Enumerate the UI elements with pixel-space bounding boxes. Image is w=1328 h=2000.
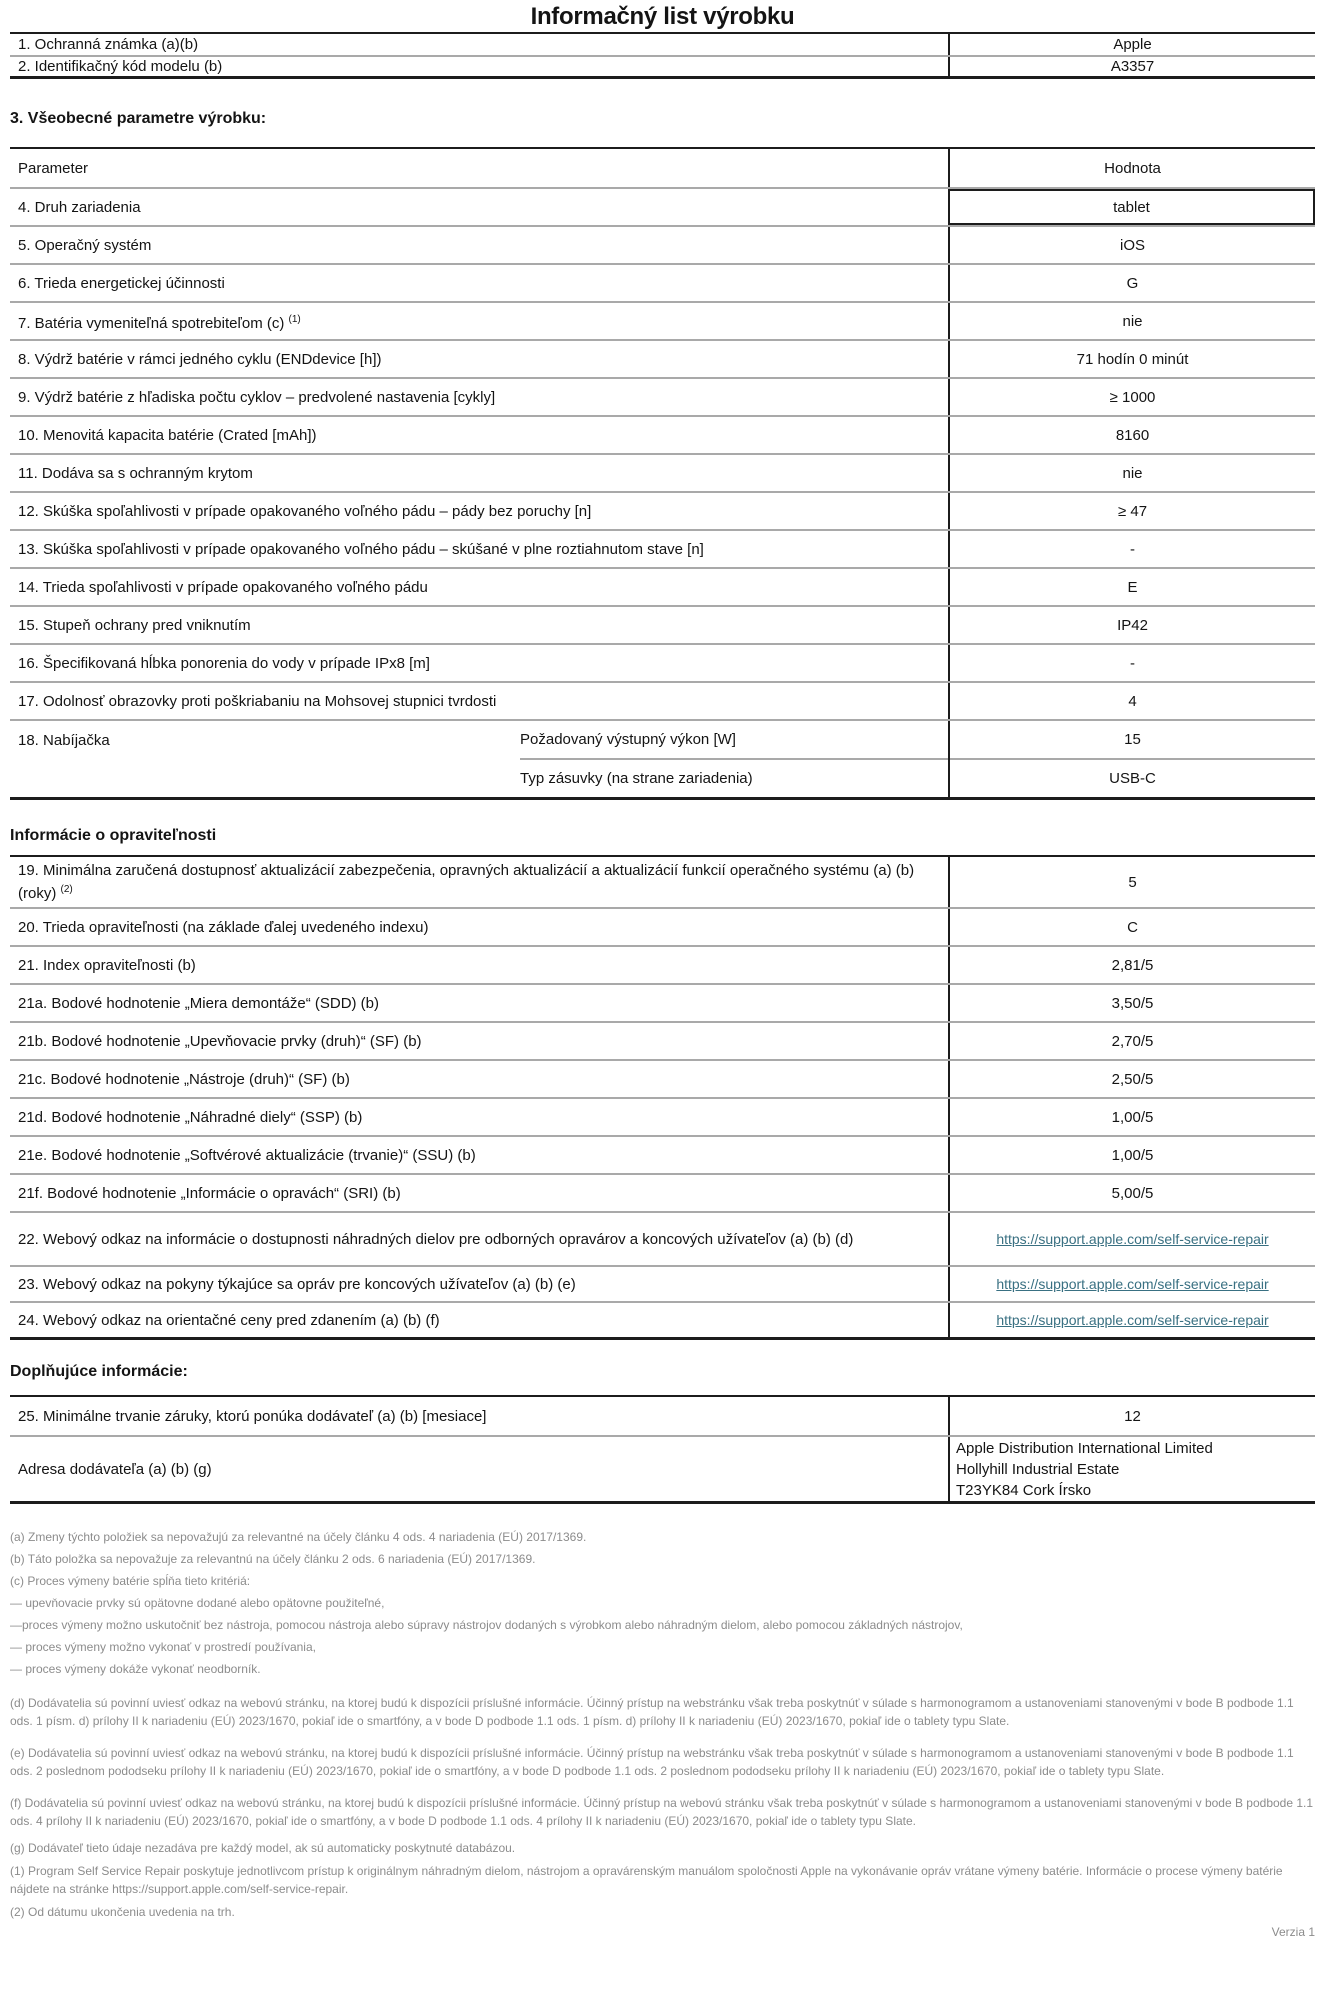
- row-link-spare-parts: [10, 1211, 1315, 1265]
- row-label: 19. Minimálna zaručená dostupnosť aktualizácií zabezpečenia, opravných aktualizácií a aktualizácií funkcií operačného systému (a) (b) (roky) $^{(2)}$: [18, 862, 915, 902]
- row-label: 2. Identifikačný kód modelu (b): [18, 58, 223, 75]
- spare-parts-availability-link[interactable]: https://support.apple.com/self-service-repair: [996, 1230, 1269, 1247]
- row-label: 10. Menovitá kapacita batérie (Crated [mAh]): [18, 426, 317, 444]
- row-link-repair-instructions: [10, 1265, 1315, 1301]
- row-label: 25. Minimálne trvanie záruky, ktorú ponúka dodávateľ (a) (b) [mesiace]: [18, 1407, 487, 1425]
- row-device-type: [10, 187, 1315, 225]
- row-battery-capacity: [10, 415, 1315, 453]
- row-value: nie: [948, 303, 1315, 339]
- row-value: nie: [948, 455, 1315, 491]
- row-score-sdd: [10, 983, 1315, 1021]
- row-value: 12: [948, 1397, 1315, 1435]
- charger-output-power-value: 15: [1124, 731, 1141, 748]
- row-label: 21a. Bodové hodnotenie „Miera demontáže“ (SDD) (b): [18, 994, 380, 1012]
- supplier-address-line: T23YK84 Cork Írsko: [956, 1481, 1092, 1499]
- row-label: 4. Druh zariadenia: [18, 198, 141, 216]
- row-label: 18. Nabíjačka: [18, 731, 110, 749]
- charger-socket-type-label: Typ zásuvky (na strane zariadenia): [520, 758, 948, 797]
- row-label: 15. Stupeň ochrany pred vniknutím: [18, 616, 251, 634]
- footnote-c-item: — proces výmeny možno vykonať v prostredí používania,: [10, 1640, 316, 1654]
- row-label: 24. Webový odkaz na orientačné ceny pred zdanením (a) (b) (f): [18, 1311, 440, 1329]
- row-label: 21f. Bodové hodnotenie „Informácie o opravách“ (SRI) (b): [18, 1184, 401, 1202]
- table-header-row: [10, 149, 1315, 187]
- row-free-fall-no-failure: [10, 491, 1315, 529]
- row-value: ≥ 47: [948, 493, 1315, 529]
- additional-info-table: [10, 1395, 1315, 1504]
- row-link-indicative-prices: [10, 1301, 1315, 1337]
- row-battery-endurance-cycle: [10, 339, 1315, 377]
- row-label: 16. Špecifikovaná hĺbka ponorenia do vody v prípade IPx8 [m]: [18, 654, 430, 672]
- supplier-address: [948, 1437, 1315, 1501]
- row-free-fall-class: [10, 567, 1315, 605]
- charger-output-power-label: Požadovaný výstupný výkon [W]: [520, 731, 736, 748]
- row-value: ≥ 1000: [948, 379, 1315, 415]
- row-score-sri: [10, 1173, 1315, 1211]
- column-header-value: Hodnota: [948, 149, 1315, 187]
- supplier-address-line: Hollyhill Industrial Estate: [956, 1460, 1120, 1478]
- repairability-table: [10, 855, 1315, 1340]
- section-heading-general-parameters: 3. Všeobecné parametre výrobku:: [10, 110, 267, 127]
- row-charger: [10, 719, 1315, 797]
- row-label: 12. Skúška spoľahlivosti v prípade opakovaného voľného pádu – pády bez poruchy [n]: [18, 502, 592, 520]
- identification-table: [10, 32, 1315, 79]
- column-header-parameter: Parameter: [18, 159, 89, 177]
- row-value: C: [948, 909, 1315, 945]
- row-value: 2,50/5: [948, 1061, 1315, 1097]
- row-value: 1,00/5: [948, 1137, 1315, 1173]
- charger-sub-values: [948, 721, 1315, 797]
- footnote-b: (b) Táto položka sa nepovažuje za relevantnú na účely článku 2 ods. 6 nariadenia (EÚ) 2017/1369.: [10, 1552, 536, 1566]
- row-battery-replaceable: [10, 301, 1315, 339]
- row-label: 23. Webový odkaz na pokyny týkajúce sa opráv pre koncových užívateľov (a) (b) (e): [18, 1275, 576, 1293]
- row-score-ssu: [10, 1135, 1315, 1173]
- footnote-g: (g) Dodávateľ tieto údaje nezadáva pre každý model, ak sú automaticky poskytnuté databázou.: [10, 1841, 516, 1855]
- footnote-ref-1: (1): [288, 313, 301, 325]
- row-label: 21d. Bodové hodnotenie „Náhradné diely“ (SSP) (b): [18, 1108, 363, 1126]
- row-value: E: [948, 569, 1315, 605]
- row-value: iOS: [948, 227, 1315, 263]
- section-heading-additional-info: Doplňujúce informácie:: [10, 1363, 188, 1380]
- row-scratch-resistance: [10, 681, 1315, 719]
- row-value: IP42: [948, 607, 1315, 643]
- row-supplier-address: [10, 1435, 1315, 1501]
- row-value: A3357: [948, 57, 1315, 76]
- charger-sub-labels: [520, 721, 948, 797]
- row-protective-cover: [10, 453, 1315, 491]
- footnotes: [10, 1526, 1315, 1940]
- row-update-availability: [10, 857, 1315, 907]
- general-parameters-table: [10, 147, 1315, 800]
- row-label: 11. Dodáva sa s ochranným krytom: [18, 464, 253, 482]
- footnote-e: (e) Dodávatelia sú povinní uviesť odkaz na webovú stránku, na ktorej budú k dispozícii príslušné informácie. Účinný prístup na webstránku však treba poskytnúť v súlade s harmonogramom a ustanoveniami stanovenými v bode B podbode 1.1 ods. 2 poslednom pododseku prílohy II k nariadeniu (EÚ) 2023/1670, pokiaľ ide o smartfóny, a v bode D podbode 1.1 ods. 2 poslednom pododseku prílohy II k nariadeniu (EÚ) 2023/1670, pokiaľ ide o tablety typu Slate.: [10, 1746, 1294, 1778]
- row-label: 5. Operačný systém: [18, 236, 152, 254]
- row-operating-system: [10, 225, 1315, 263]
- row-warranty: [10, 1397, 1315, 1435]
- row-value: -: [948, 645, 1315, 681]
- supplier-address-line: Apple Distribution International Limited: [956, 1439, 1213, 1457]
- row-value: [948, 1303, 1315, 1337]
- row-value: Apple: [948, 34, 1315, 55]
- row-value: [948, 1213, 1315, 1265]
- row-label: 7. Batéria vymeniteľná spotrebiteľom (c) $^{(1)}$: [18, 313, 301, 332]
- row-label: 22. Webový odkaz na informácie o dostupnosti náhradných dielov pre odborných opravárov a koncových užívateľov (a) (b) (d): [18, 1230, 854, 1248]
- row-value: 2,70/5: [948, 1023, 1315, 1059]
- row-label: 8. Výdrž batérie v rámci jedného cyklu (ENDdevice [h]): [18, 350, 382, 368]
- row-repairability-index: [10, 945, 1315, 983]
- row-value-highlighted: tablet: [948, 189, 1315, 225]
- repair-instructions-link[interactable]: https://support.apple.com/self-service-repair: [996, 1275, 1269, 1292]
- footnote-c-item: — proces výmeny dokáže vykonať neodborník.: [10, 1662, 261, 1676]
- row-battery-cycles: [10, 377, 1315, 415]
- footnote-c: (c) Proces výmeny batérie spĺňa tieto kritériá:: [10, 1574, 251, 1588]
- row-value: G: [948, 265, 1315, 301]
- page-title: Informačný list výrobku: [530, 3, 795, 30]
- row-score-ssp: [10, 1097, 1315, 1135]
- row-ipx8-depth: [10, 643, 1315, 681]
- footnote-2: (2) Od dátumu ukončenia uvedenia na trh.: [10, 1905, 235, 1919]
- row-label: 6. Trieda energetickej účinnosti: [18, 274, 225, 292]
- row-score-sf-fasteners: [10, 1021, 1315, 1059]
- footnote-d: (d) Dodávatelia sú povinní uviesť odkaz na webovú stránku, na ktorej budú k dispozícii príslušné informácie. Účinný prístup na webstránku však treba poskytnúť v súlade s harmonogramom a ustanoveniami stanovenými v bode B podbode 1.1 ods. 1 písm. d) prílohy II k nariadeniu (EÚ) 2023/1670, pokiaľ ide o smartfóny, a v bode D podbode 1.1 ods. 1 písm. d) prílohy II k nariadeniu (EÚ) 2023/1670, pokiaľ ide o tablety typu Slate.: [10, 1696, 1294, 1728]
- row-value: 4: [948, 683, 1315, 719]
- footnote-c-item: —proces výmeny možno uskutočniť bez nástroja, pomocou nástroja alebo súpravy nástrojov dodaných s výrobkom alebo náhradným dielom, alebo pomocou základných nástrojov,: [10, 1618, 963, 1632]
- row-value: [948, 1267, 1315, 1301]
- indicative-prices-link[interactable]: https://support.apple.com/self-service-repair: [996, 1311, 1269, 1328]
- footnote-ref-2: (2): [60, 884, 73, 895]
- section-heading-repairability: Informácie o opraviteľnosti: [10, 827, 217, 844]
- version-label: Verzia 1: [1271, 1925, 1315, 1939]
- row-value: 71 hodín 0 minút: [948, 341, 1315, 377]
- row-label: 21c. Bodové hodnotenie „Nástroje (druh)“ (SF) (b): [18, 1070, 350, 1088]
- row-model-id: [10, 55, 1315, 76]
- row-value: 8160: [948, 417, 1315, 453]
- footnote-a: (a) Zmeny týchto položiek sa nepovažujú za relevantné na účely článku 4 ods. 4 nariadenia (EÚ) 2017/1369.: [10, 1530, 587, 1544]
- row-value: 5: [948, 857, 1315, 907]
- footnote-1: (1) Program Self Service Repair poskytuje jednotlivcom prístup k originálnym náhradným dielom, nástrojom a opravárenským manuálom spoločnosti Apple na vykonávanie opráv vrátane výmeny batérie. Informácie o procese výmeny batérie nájdete na stránke https://support.apple.com/self-service-repair.: [10, 1864, 1283, 1896]
- row-value: -: [948, 531, 1315, 567]
- row-label: 21e. Bodové hodnotenie „Softvérové aktualizácie (trvanie)“ (SSU) (b): [18, 1146, 476, 1164]
- row-label: 14. Trieda spoľahlivosti v prípade opakovaného voľného pádu: [18, 578, 428, 596]
- row-label: 21. Index opraviteľnosti (b): [18, 956, 196, 974]
- row-value: 3,50/5: [948, 985, 1315, 1021]
- charger-socket-type-value: USB-C: [950, 758, 1315, 797]
- row-label: 9. Výdrž batérie z hľadiska počtu cyklov – predvolené nastavenia [cykly]: [18, 388, 496, 406]
- row-score-sf-tools: [10, 1059, 1315, 1097]
- row-ingress-protection: [10, 605, 1315, 643]
- row-label: 1. Ochranná známka (a)(b): [18, 36, 199, 53]
- row-repairability-class: [10, 907, 1315, 945]
- row-trademark: [10, 34, 1315, 55]
- footnote-c-item: — upevňovacie prvky sú opätovne dodané alebo opätovne použiteľné,: [10, 1596, 385, 1610]
- row-value: 5,00/5: [948, 1175, 1315, 1211]
- row-label: 13. Skúška spoľahlivosti v prípade opakovaného voľného pádu – skúšané v plne roztiahnutom stave [n]: [18, 540, 704, 558]
- row-label: Adresa dodávateľa (a) (b) (g): [18, 1460, 212, 1478]
- row-label: 17. Odolnosť obrazovky proti poškriabaniu na Mohsovej stupnici tvrdosti: [18, 692, 497, 710]
- row-label: 21b. Bodové hodnotenie „Upevňovacie prvky (druh)“ (SF) (b): [18, 1032, 422, 1050]
- footnote-f: (f) Dodávatelia sú povinní uviesť odkaz na webovú stránku, na ktorej budú k dispozícii príslušné informácie. Účinný prístup na webovú stránku však treba poskytnúť v súlade s harmonogramom a ustanoveniami stanovenými v bode B podbode 1.1 ods. 4 prílohy II k nariadeniu (EÚ) 2023/1670, pokiaľ ide o smartfóny, a v bode D podbode 1.1 ods. 4 prílohy II k nariadeniu (EÚ) 2023/1670, pokiaľ ide o tablety typu Slate.: [10, 1796, 1314, 1828]
- row-free-fall-unfolded: [10, 529, 1315, 567]
- row-value: 1,00/5: [948, 1099, 1315, 1135]
- row-value: 2,81/5: [948, 947, 1315, 983]
- row-energy-class: [10, 263, 1315, 301]
- row-label: 20. Trieda opraviteľnosti (na základe ďalej uvedeného indexu): [18, 918, 429, 936]
